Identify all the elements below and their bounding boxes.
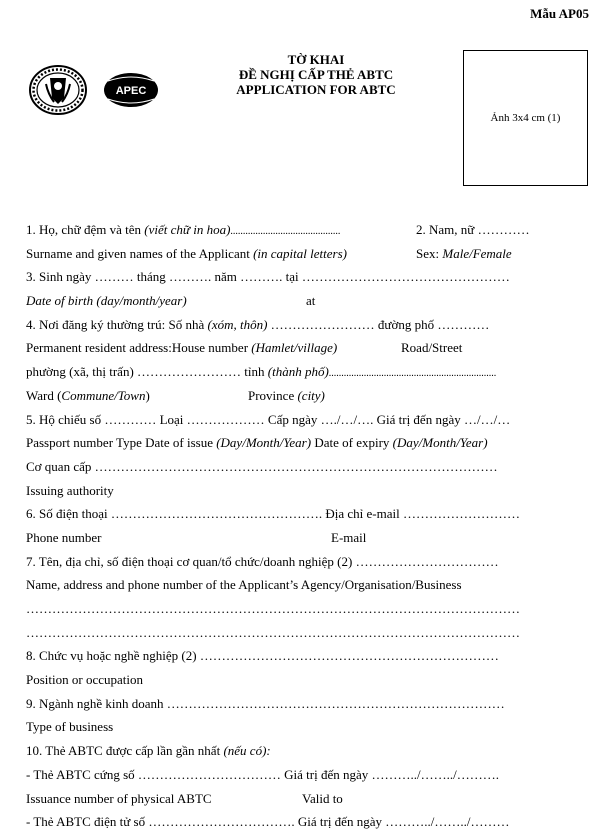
field-6-vi: 6. Số điện thoại …………………………………………. Địa chỉ e-mail ……………………… [26, 506, 520, 522]
field-8-en: Position or occupation [26, 672, 143, 688]
field-7-dots-1: …………………………………………………………………………………………………… [26, 601, 520, 616]
field-9-vi: 9. Ngành nghề kinh doanh …………………………………………………………………… [26, 695, 505, 711]
field-2-vi: 2. Nam, nữ ………… [416, 222, 530, 237]
field-7-vi: 7. Tên, địa chỉ, số điện thoại cơ quan/tổ chức/doanh nghiệp (2) …………………………… [26, 553, 499, 569]
field-4-vi: 4. Nơi đăng ký thường trú: Số nhà (xóm, thôn) …………………… đường phố ………… [26, 316, 490, 332]
field-2-en: Sex: Male/Female [416, 245, 512, 261]
field-3-en: Date of birth (day/month/year) at [26, 293, 316, 309]
photo-box-label: Ảnh 3x4 cm (1) [490, 112, 561, 124]
form-code: Mẫu AP05 [530, 6, 589, 21]
field-5-en: Passport number Type Date of issue (Day/Month/Year) Date of expiry (Day/Month/Year) [26, 435, 488, 451]
field-7-en: Name, address and phone number of the Applicant’s Agency/Organisation/Business [26, 577, 462, 593]
field-4-ward-vi: phường (xã, thị trấn) …………………… tỉnh (thành phố)................................................................... [26, 364, 497, 380]
field-1-vi: 1. Họ, chữ đệm và tên (viết chữ in hoa)............................................ 2. Nam, nữ ………… [26, 218, 606, 242]
field-1-en: Surname and given names of the Applicant (in capital letters) Sex: Male/Female [26, 242, 606, 266]
field-10-physical-vi: - Thẻ ABTC cứng số …………………………… Giá trị đến ngày ………../……../………. [26, 766, 499, 782]
field-10-vi: 10. Thẻ ABTC được cấp lần gần nhất (nếu có): [26, 743, 271, 759]
apec-logo-text: APEC [115, 85, 147, 97]
logos [28, 64, 160, 116]
field-4-ward-en: Ward (Commune/Town) Province (city) [26, 387, 325, 403]
apec-logo [102, 71, 160, 109]
field-8-vi: 8. Chức vụ hoặc nghề nghiệp (2) …………………………………………………………… [26, 648, 499, 664]
title-line-3: APPLICATION FOR ABTC [236, 82, 396, 97]
title-line-2: ĐỀ NGHỊ CẤP THẺ ABTC [238, 67, 394, 82]
title-line-1: TỜ KHAI [287, 52, 345, 67]
field-10-physical-en: Issuance number of physical ABTC Valid to [26, 790, 343, 806]
form-title [196, 52, 436, 97]
field-10-virtual-vi: - Thẻ ABTC điện tử số ……………………………. Giá trị đến ngày ………../……../……… [26, 814, 510, 830]
field-3-vi: 3. Sinh ngày ……… tháng ………. năm ………. tại ………………………………………… [26, 269, 510, 285]
photo-box [463, 50, 588, 186]
field-5-vi: 5. Hộ chiếu số ………… Loại ……………… Cấp ngày …./…/…. Giá trị đến ngày …/…/… [26, 411, 511, 427]
field-6-en: Phone number E-mail [26, 529, 367, 545]
field-4-en: Permanent resident address:House number (Hamlet/village) Road/Street [26, 340, 463, 356]
field-9-en: Type of business [26, 719, 114, 735]
field-7-dots-2: …………………………………………………………………………………………………… [26, 624, 520, 640]
field-5-authority-vi: Cơ quan cấp ………………………………………………………………………………… [26, 458, 498, 474]
form-fields [26, 218, 606, 834]
emblem-logo [28, 64, 88, 116]
field-5-authority-en: Issuing authority [26, 482, 114, 498]
